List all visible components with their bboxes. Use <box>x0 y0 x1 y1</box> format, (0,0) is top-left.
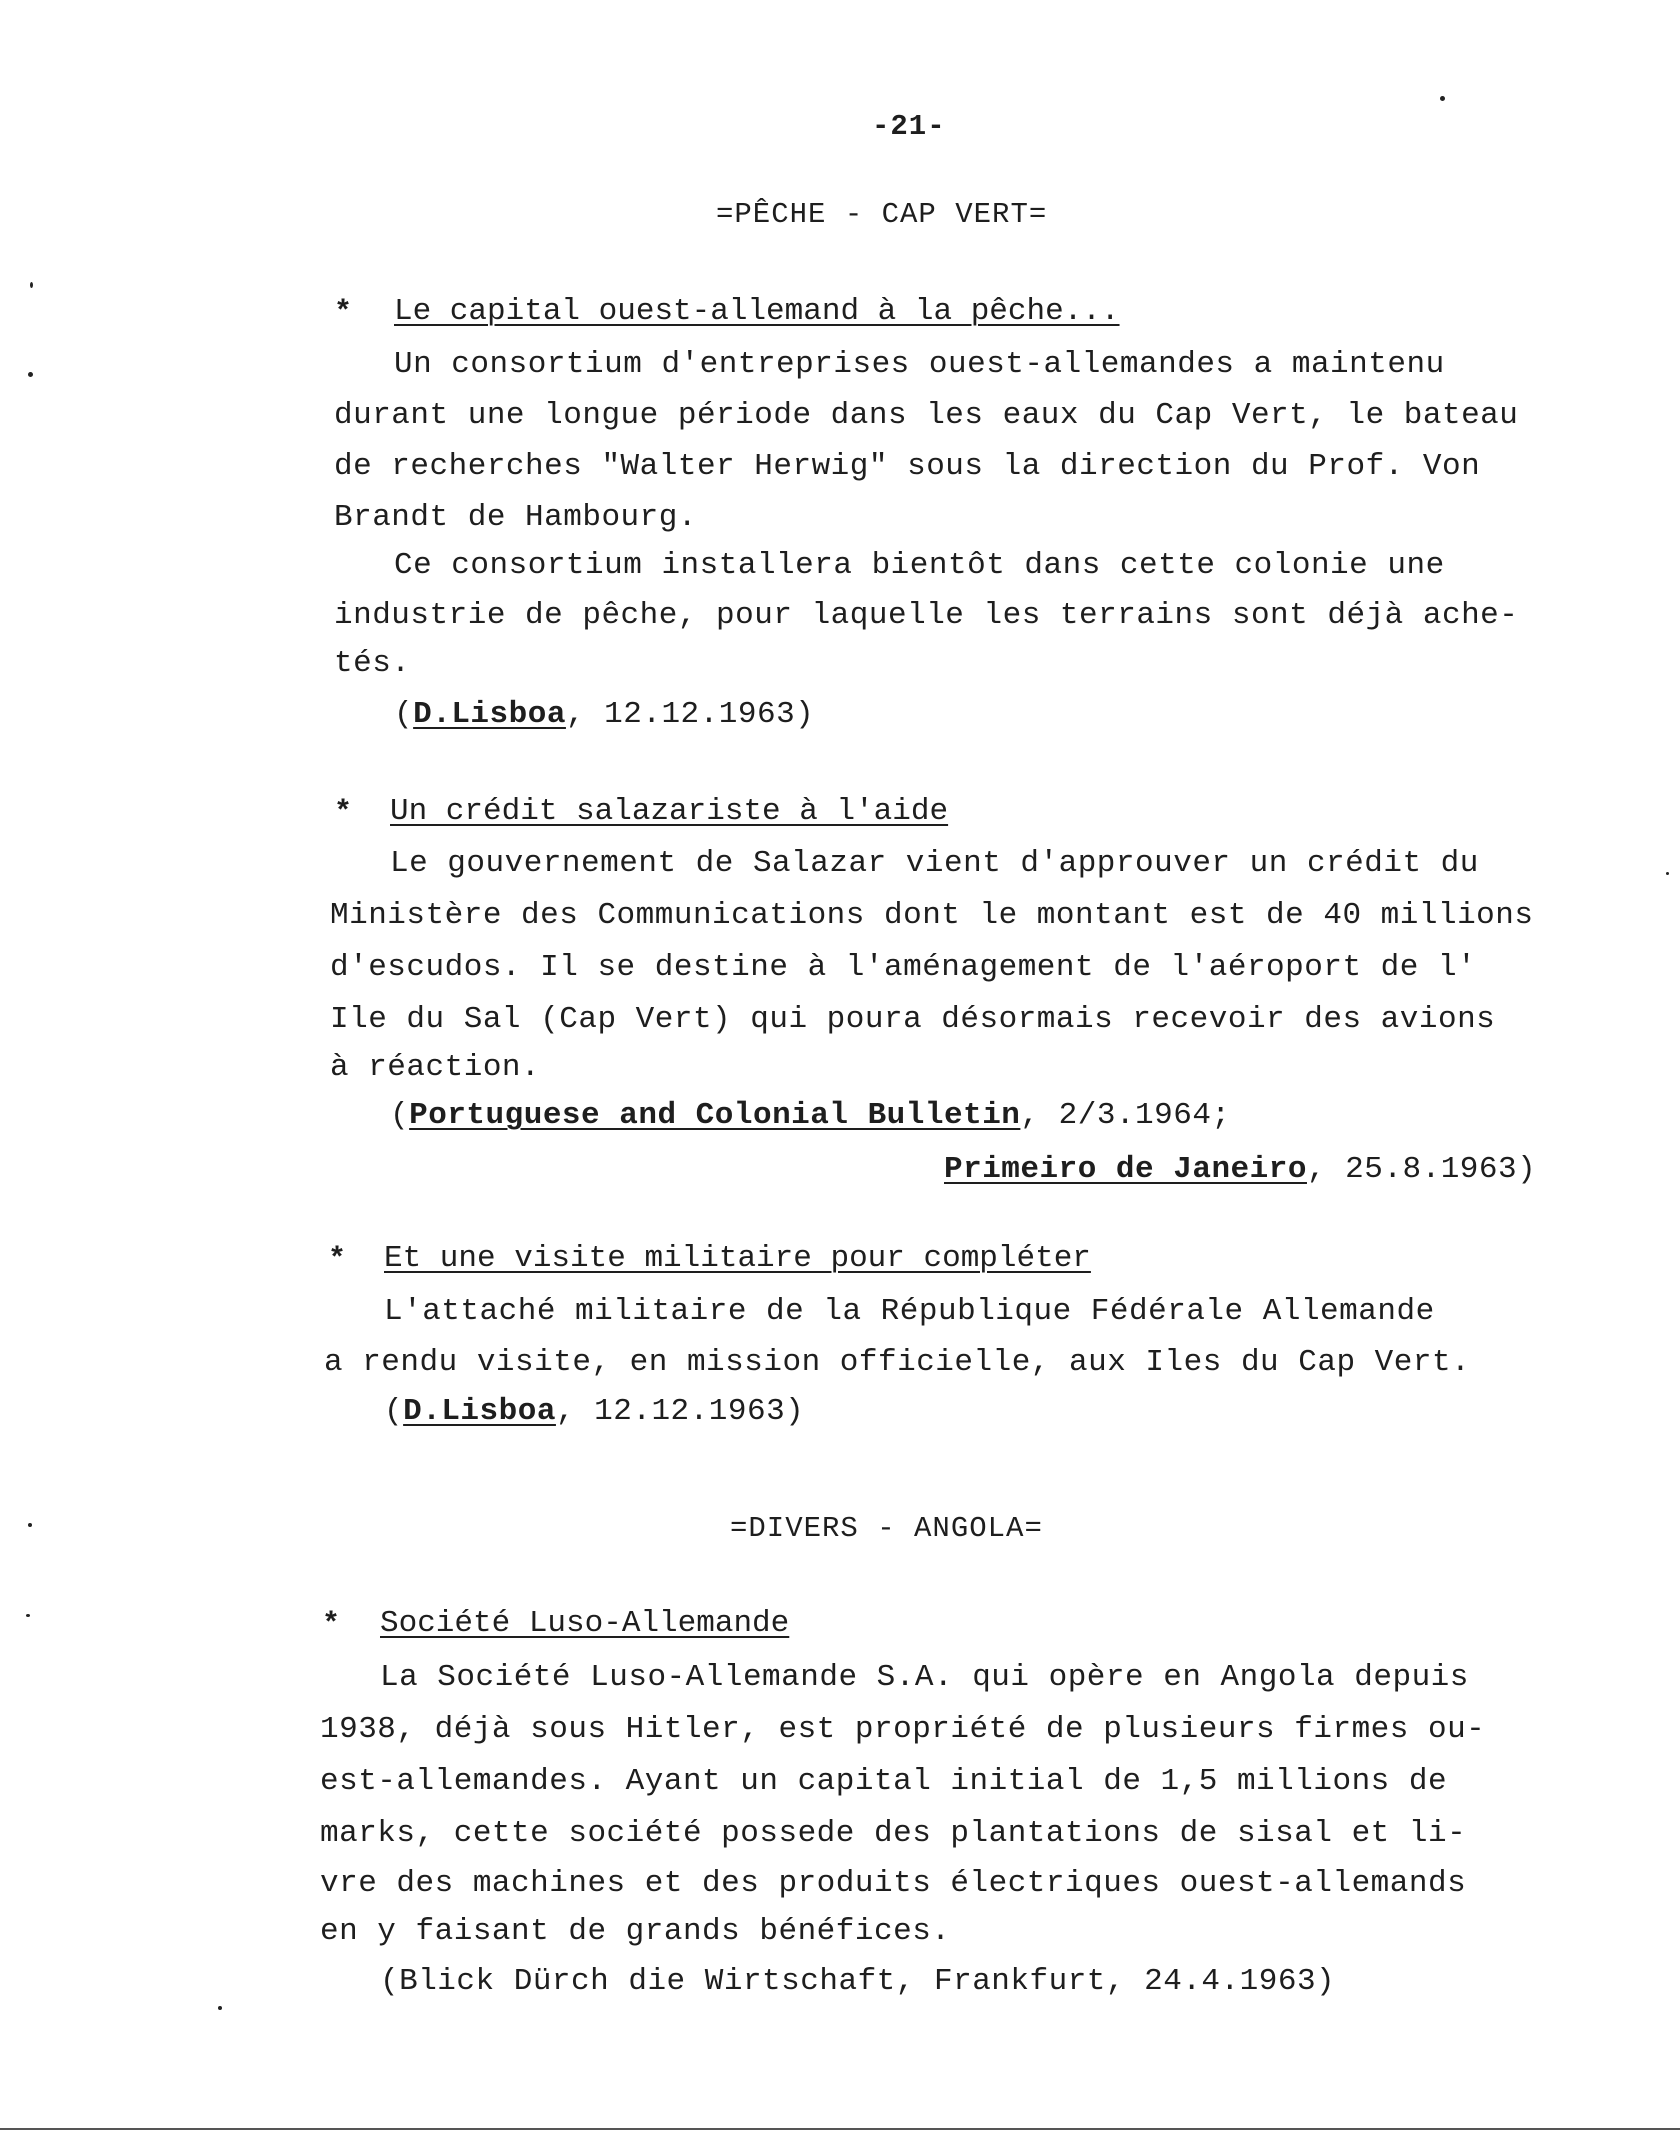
paragraph-line: à réaction. <box>330 1050 541 1085</box>
paragraph-line: Ile du Sal (Cap Vert) qui poura désormais recevoir des avions <box>330 1002 1496 1037</box>
source-name: Portuguese and Colonial Bulletin <box>409 1098 1021 1133</box>
paragraph-line: vre des machines et des produits électriques ouest-allemands <box>320 1866 1467 1901</box>
paragraph-line: en y faisant de grands bénéfices. <box>320 1914 951 1949</box>
source-name: Primeiro de Janeiro <box>944 1152 1307 1187</box>
scan-speck <box>218 2006 222 2010</box>
source-citation: (Portuguese and Colonial Bulletin, 2/3.1964; <box>390 1098 1231 1133</box>
scan-speck <box>30 282 33 288</box>
paragraph-line: L'attaché militaire de la République Fédérale Allemande <box>384 1294 1435 1329</box>
scan-speck <box>26 1614 30 1617</box>
source-citation: (Blick Dürch die Wirtschaft, Frankfurt, 24.4.1963) <box>380 1964 1336 1999</box>
source-citation: Primeiro de Janeiro, 25.8.1963) <box>944 1152 1537 1187</box>
bottom-rule <box>0 2128 1680 2130</box>
source-citation: (D.Lisboa, 12.12.1963) <box>384 1394 805 1429</box>
bullet-star: * <box>334 796 353 830</box>
paragraph-line: est-allemandes. Ayant un capital initial de 1,5 millions de <box>320 1764 1448 1799</box>
paragraph-line: a rendu visite, en mission officielle, aux Iles du Cap Vert. <box>324 1345 1471 1380</box>
paragraph-line: de recherches "Walter Herwig" sous la direction du Prof. Von <box>334 449 1481 484</box>
source-name: D.Lisboa <box>413 697 566 732</box>
paragraph-line: Un consortium d'entreprises ouest-allemandes a maintenu <box>394 347 1445 382</box>
section-title-divers-angola: =DIVERS - ANGOLA= <box>730 1512 1043 1545</box>
section-title-peche-cap-vert: =PÊCHE - CAP VERT= <box>716 198 1048 231</box>
paragraph-line: durant une longue période dans les eaux du Cap Vert, le bateau <box>334 398 1519 433</box>
paragraph-line: Ce consortium installera bientôt dans cette colonie une <box>394 548 1445 583</box>
paragraph-line: Brandt de Hambourg. <box>334 500 697 535</box>
paragraph-line: Ministère des Communications dont le montant est de 40 millions <box>330 898 1534 933</box>
paragraph-line: tés. <box>334 646 411 681</box>
paragraph-line: marks, cette société possede des plantations de sisal et li- <box>320 1816 1467 1851</box>
bullet-star: * <box>322 1608 341 1642</box>
paragraph-line: La Société Luso-Allemande S.A. qui opère en Angola depuis <box>380 1660 1469 1695</box>
paragraph-line: industrie de pêche, pour laquelle les terrains sont déjà ache- <box>334 598 1519 633</box>
bullet-star: * <box>334 296 353 330</box>
item-heading-visite: Et une visite militaire pour compléter <box>384 1241 1091 1276</box>
scan-speck <box>1666 872 1669 875</box>
paragraph-line: 1938, déjà sous Hitler, est propriété de plusieurs firmes ou- <box>320 1712 1486 1747</box>
item-heading-societe: Société Luso-Allemande <box>380 1606 790 1641</box>
scan-speck <box>1440 96 1445 101</box>
source-name: D.Lisboa <box>403 1394 556 1429</box>
paragraph-line: d'escudos. Il se destine à l'aménagement de l'aéroport de l' <box>330 950 1477 985</box>
scan-speck <box>28 372 33 377</box>
paragraph-line: Le gouvernement de Salazar vient d'approuver un crédit du <box>390 846 1479 881</box>
bullet-star: * <box>328 1243 347 1277</box>
item-heading-credit: Un crédit salazariste à l'aide <box>390 794 949 829</box>
item-heading-capital: Le capital ouest-allemand à la pêche... <box>394 294 1120 329</box>
scan-speck <box>28 1523 32 1527</box>
source-citation: (D.Lisboa, 12.12.1963) <box>394 697 815 732</box>
page-number: -21- <box>872 110 946 143</box>
